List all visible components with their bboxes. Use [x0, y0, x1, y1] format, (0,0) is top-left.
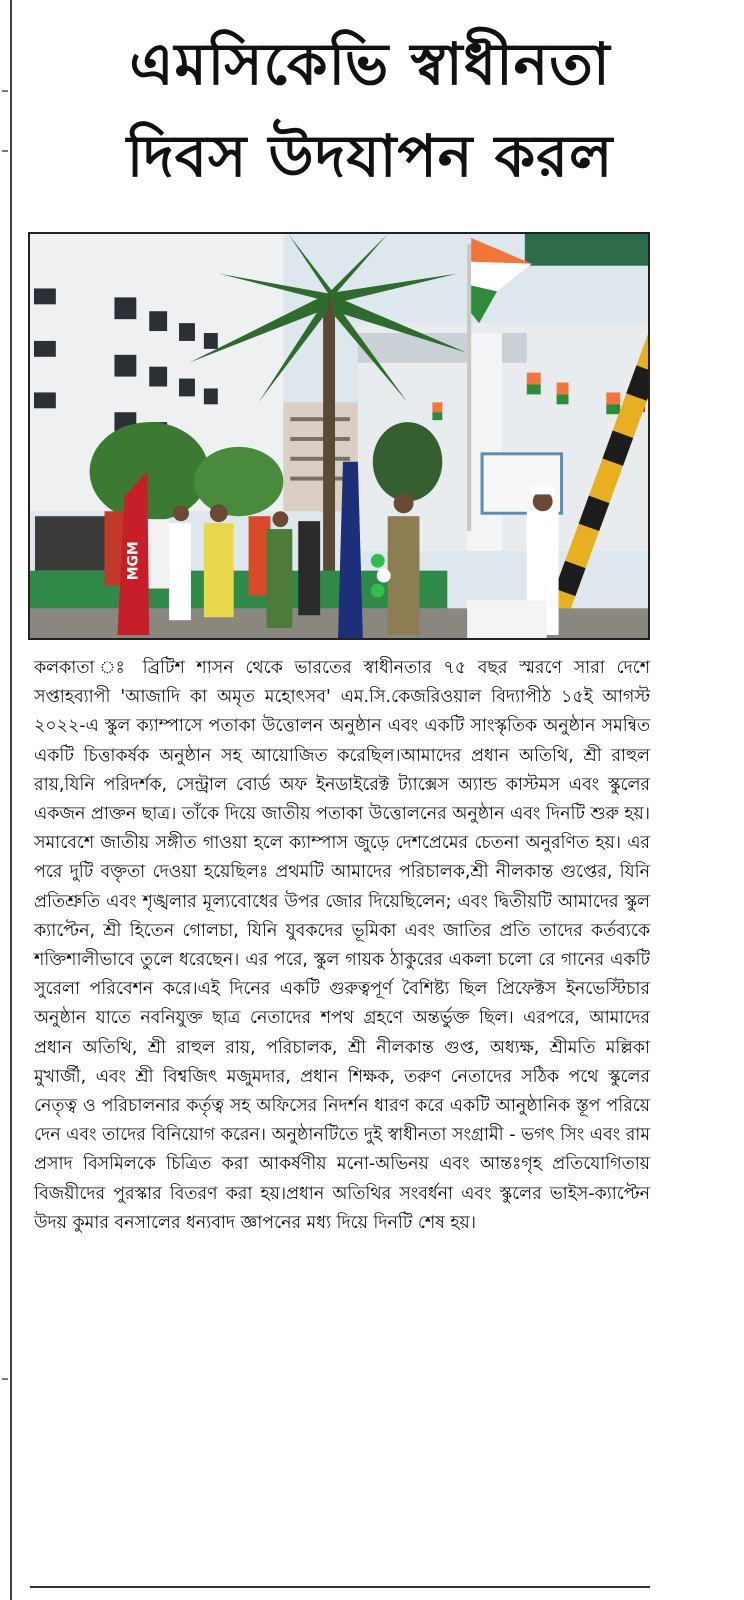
left-column-rule	[10, 0, 12, 1600]
event-photo	[28, 232, 650, 640]
tree	[90, 422, 209, 521]
sign-board	[525, 234, 648, 266]
table	[467, 600, 546, 638]
bottom-rule	[30, 1586, 650, 1588]
gutter-tick	[2, 150, 8, 152]
flag-hoisting-photo	[30, 234, 648, 638]
pillar	[467, 333, 502, 551]
headline-line-2: দিবস উদযাপন করল	[126, 122, 614, 190]
banner-text: MGM	[125, 541, 142, 581]
tree	[373, 422, 443, 501]
headline	[40, 18, 700, 202]
flag-pole	[467, 244, 471, 531]
tree	[194, 447, 283, 516]
gutter-tick	[2, 90, 8, 92]
headline-line-1: এমসিকেভি স্বাধীনতা	[129, 30, 611, 98]
gutter-tick	[2, 1378, 8, 1380]
article-body: কলকাতা ঃ ব্রিটিশ শাসন থেকে ভারতের স্বাধীনতার ৭৫ বছর স্মরণে সারা দেশে সপ্তাহব্যাপী 'আজাদি কা অমৃত মহোৎসব' এম.সি.কেজরিওয়াল বিদ্যাপীঠ ১৫ই আগস্ট ২০২২-এ স্কুল ক্যাম্পাসে পতাকা উত্তোলন অনুষ্ঠান এবং একটি সাংস্কৃতিক অনুষ্ঠান সমন্বিত একটি চিত্তাকর্ষক অনুষ্ঠান সহ আয়োজিত করেছিল।আমাদের প্রধান অতিথি, শ্রী রাহুল রায়,যিনি পরিদর্শক, সেন্ট্রাল বোর্ড অফ ইনডাইরেক্ট ট্যাক্সেস অ্যান্ড কাস্টমস এবং স্কুলের একজন প্রাক্তন ছাত্র। তাঁকে দিয়ে জাতীয় পতাকা উত্তোলনের অনুষ্ঠান এবং দিনটি শুরু হয়। সমাবেশে জাতীয় সঙ্গীত গাওয়া হলে ক্যাম্পাস জুড়ে দেশপ্রেমের চেতনা অনুরণিত হয়। এর পরে দুটি বক্তৃতা দেওয়া হয়েছিলঃ প্রথমটি আমাদের পরিচালক,শ্রী নীলকান্ত গুপ্তের, যিনি প্রতিশ্রুতি এবং শৃঙ্খলার মূল্যবোধের উপর জোর দিয়েছিলেন; এবং দ্বিতীয়টি আমাদের স্কুল ক্যাপ্টেন, শ্রী হিতেন গোলচা, যিনি যুবকদের ভূমিকা এবং জাতির প্রতি তাদের কর্তব্যকে শক্তিশালীভাবে তুলে ধরেছেন। এর পরে, স্কুল গায়ক ঠাকুরের একলা চলো রে গানের একটি সুরেলা পরিবেশন করে।এই দিনের একটি গুরুত্বপূর্ণ বৈশিষ্ট্য ছিল প্রিফেক্টস ইনভেস্টিচার অনুষ্ঠান যাতে নবনিযুক্ত ছাত্র নেতাদের শপথ গ্রহণে অন্তর্ভুক্ত ছিল। এরপরে, আমাদের প্রধান অতিথি, শ্রী রাহুল রায়, পরিচালক, শ্রী নীলকান্ত গুপ্ত, অধ্যক্ষ, শ্রীমতি মল্লিকা মুখার্জী, এবং শ্রী বিশ্বজিৎ মজুমদার, প্রধান শিক্ষক, তরুণ নেতাদের সঠিক পথে স্কুলের নেতৃত্ব ও পরিচালনার কর্তৃত্ব সহ অফিসের নিদর্শন ধারণ করে একটি আনুষ্ঠানিক স্তূপ পরিয়ে দেন এবং তাদের বিনিয়োগ করেন। অনুষ্ঠানটিতে দুই স্বাধীনতা সংগ্রামী - ভগৎ সিং এবং রাম প্রসাদ বিসমিলকে চিত্রিত করা আকর্ষণীয় মনো-অভিনয় এবং আন্তঃগৃহ প্রতিযোগিতায় বিজয়ীদের পুরস্কার বিতরণ করা হয়।প্রধান অতিথির সংবর্ধনা এবং স্কুলের ভাইস-ক্যাপ্টেন উদয় কুমার বনসালের ধন্যবাদ জ্ঞাপনের মধ্য দিয়ে দিনটি শেষ হয়।	[34, 658, 650, 1233]
